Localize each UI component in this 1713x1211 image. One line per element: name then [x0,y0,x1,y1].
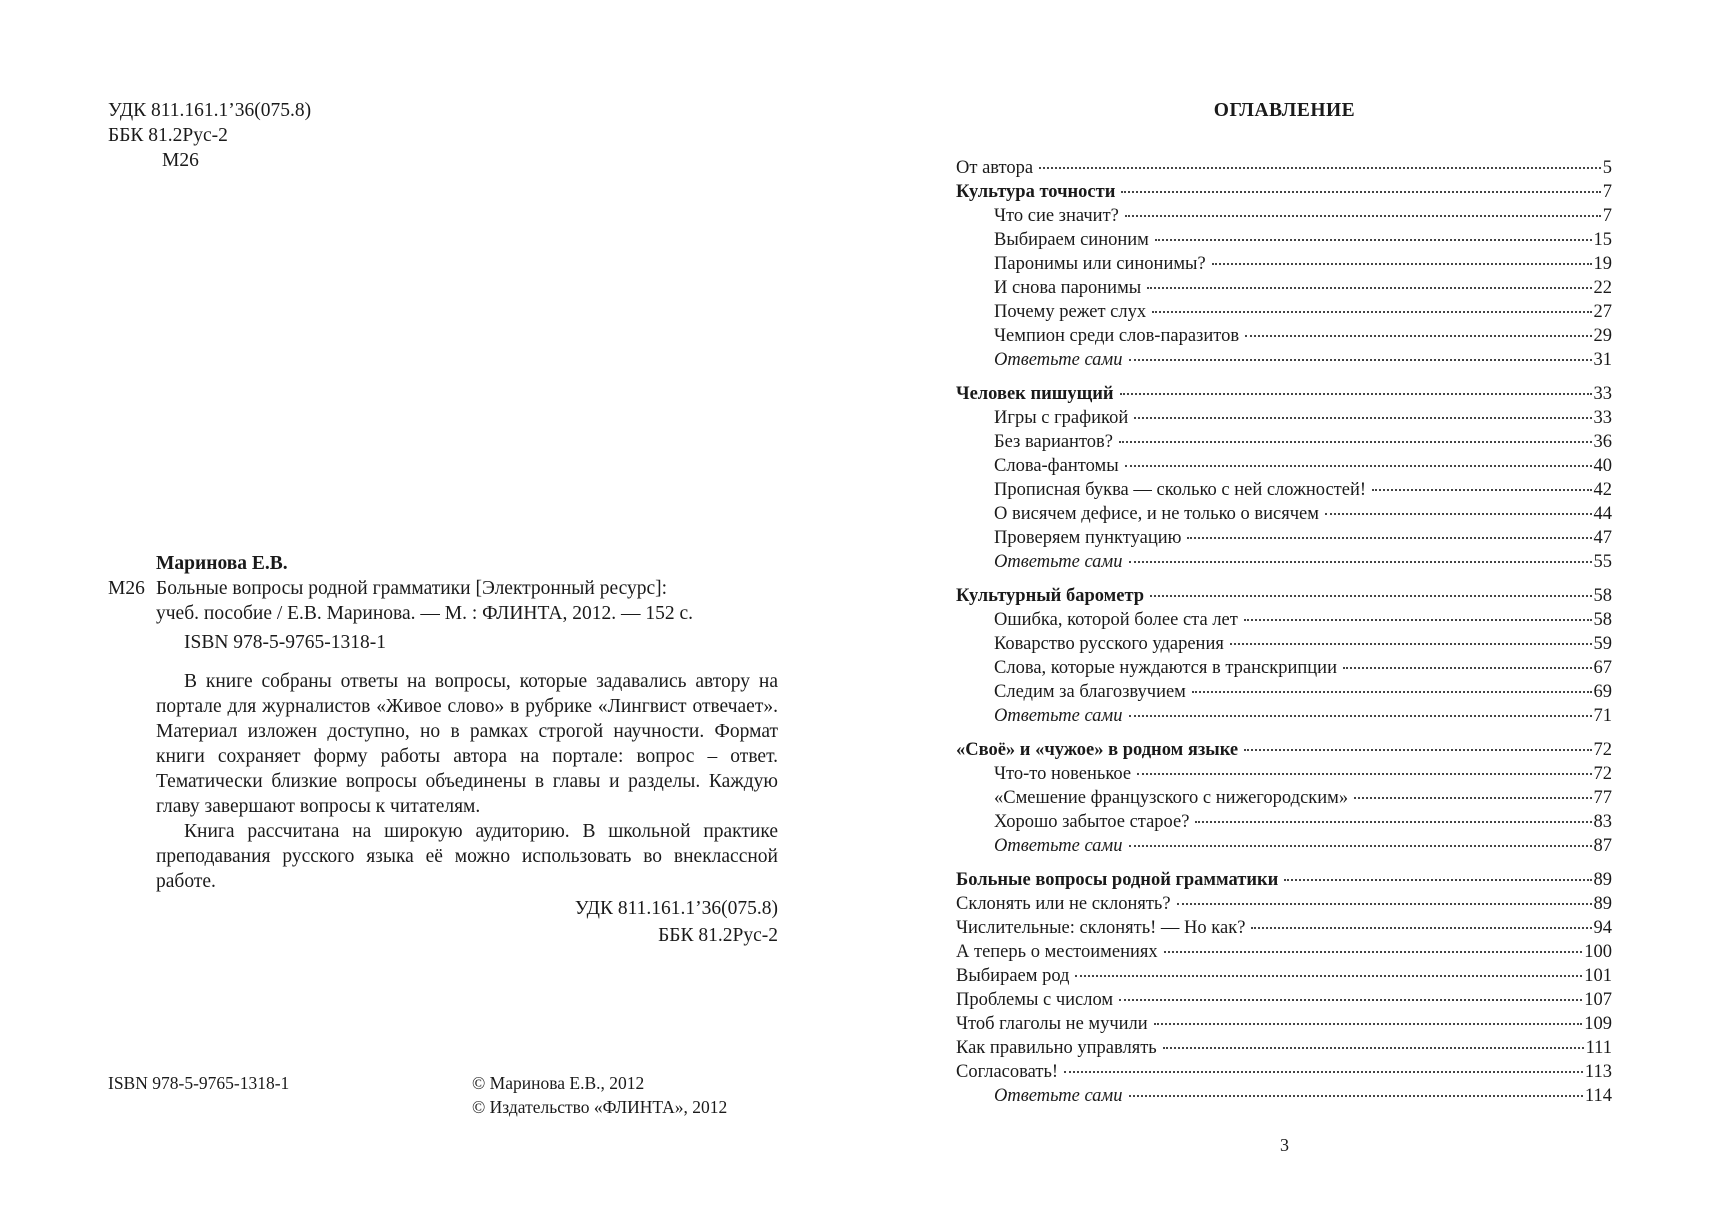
toc-entry-page: 83 [1593,812,1612,832]
toc-leader-dots [1325,513,1592,515]
author-name: Маринова Е.В. [156,553,288,574]
toc-entry-page: 47 [1593,528,1612,548]
toc-entry [956,786,1612,810]
toc-entry-title: Прописная буква — сколько с ней сложностей! [994,480,1367,500]
toc-entry-title: А теперь о местоимениях [956,942,1158,962]
toc-entry-title: Больные вопросы родной грамматики [956,870,1279,890]
toc-entry [956,300,1612,324]
entry-title-line: Больные вопросы родной грамматики [Электронный ресурс]: [156,578,668,599]
toc-entry-title: Ответьте сами [994,1086,1123,1106]
toc-leader-dots [1150,595,1591,597]
toc-entry [956,762,1612,786]
copyright-publisher: © Издательство «ФЛИНТА», 2012 [472,1097,728,1117]
toc-entry-title: Человек пишущий [956,384,1114,404]
toc-entry [956,454,1612,478]
toc-entry-title: Выбираем синоним [994,230,1149,250]
bibliographic-entry [108,576,778,601]
toc-entry-page: 69 [1593,682,1612,702]
toc-leader-dots [1129,1095,1583,1097]
toc-entry [956,382,1612,406]
toc-entry [956,406,1612,430]
toc-entry [956,1084,1612,1108]
toc-entry [956,940,1612,964]
bbk-code: ББК 81.2Рус-2 [108,125,228,146]
toc-entry [956,656,1612,680]
toc-entry-title: Культура точности [956,182,1116,202]
toc-leader-dots [1120,393,1592,395]
toc-leader-dots [1372,489,1591,491]
toc-entry-title: Игры с графикой [994,408,1129,428]
toc-entry-page: 100 [1584,942,1612,962]
toc-entry [956,228,1612,252]
toc-entry-page: 87 [1593,836,1612,856]
toc-entry [956,632,1612,656]
toc-entry-title: И снова паронимы [994,278,1142,298]
toc-leader-dots [1039,167,1601,169]
toc-entry-page: 29 [1593,326,1612,346]
toc-entry-title: О висячем дефисе, и не только о висячем [994,504,1319,524]
toc-leader-dots [1129,561,1592,563]
toc-entry-title: От автора [956,158,1034,178]
toc-entry [956,834,1612,858]
toc-entry [956,868,1612,892]
toc-entry-title: Согласовать! [956,1062,1059,1082]
toc-entry-title: Проверяем пунктуацию [994,528,1182,548]
toc-leader-dots [1354,797,1591,799]
copyright-author: © Маринова Е.В., 2012 [472,1073,645,1093]
toc-entry [956,348,1612,372]
toc-entry-title: Что сие значит? [994,206,1119,226]
toc-leader-dots [1244,619,1592,621]
toc-leader-dots [1129,359,1592,361]
toc-entry-page: 89 [1593,870,1612,890]
toc-entry-page: 36 [1593,432,1612,452]
toc-entry-page: 107 [1584,990,1612,1010]
udk-code: УДК 811.161.1’36(075.8) [108,100,312,121]
toc-entry-title: Ответьте сами [994,552,1123,572]
page-number: 3 [1280,1135,1289,1155]
annotation-udk: УДК 811.161.1’36(075.8) [574,898,778,919]
toc-entry-title: Чтоб глаголы не мучили [956,1014,1148,1034]
toc-entry [956,704,1612,728]
toc-entry [956,204,1612,228]
toc-entry-title: Склонять или не склонять? [956,894,1171,914]
toc-entry-page: 72 [1593,764,1612,784]
toc-leader-dots [1129,715,1592,717]
toc-entry-page: 59 [1593,634,1612,654]
toc-entry [956,1060,1612,1084]
toc-entry-page: 89 [1593,894,1612,914]
table-of-contents [956,156,1612,1108]
toc-entry-page: 109 [1584,1014,1612,1034]
toc-leader-dots [1119,999,1582,1001]
toc-entry-title: «Своё» и «чужое» в родном языке [956,740,1239,760]
toc-leader-dots [1164,951,1583,953]
toc-entry [956,276,1612,300]
toc-entry-page: 111 [1585,1038,1612,1058]
author-mark: М26 [162,150,199,171]
toc-entry-title: Коварство русского ударения [994,634,1224,654]
toc-entry [956,680,1612,704]
toc-entry-title: Чемпион среди слов-паразитов [994,326,1240,346]
toc-entry-page: 42 [1593,480,1612,500]
toc-leader-dots [1147,287,1591,289]
footer-isbn: ISBN 978-5-9765-1318-1 [108,1073,290,1093]
toc-leader-dots [1163,1047,1584,1049]
toc-entry [956,1012,1612,1036]
toc-entry-page: 33 [1593,384,1612,404]
toc-entry-page: 33 [1593,408,1612,428]
toc-leader-dots [1212,263,1592,265]
toc-entry-title: Паронимы или синонимы? [994,254,1206,274]
toc-entry [956,810,1612,834]
toc-entry-page: 72 [1593,740,1612,760]
toc-leader-dots [1284,879,1591,881]
toc-entry [956,608,1612,632]
toc-entry [956,916,1612,940]
copyright-block [472,1071,727,1119]
annotation [108,669,778,948]
toc-entry-page: 113 [1584,1062,1612,1082]
toc-leader-dots [1075,975,1582,977]
toc-entry-page: 55 [1593,552,1612,572]
toc-entry-title: Без вариантов? [994,432,1113,452]
toc-entry [956,252,1612,276]
toc-leader-dots [1154,1023,1583,1025]
toc-entry-title: Ошибка, которой более ста лет [994,610,1238,630]
toc-entry-title: Ответьте сами [994,350,1123,370]
toc-entry-title: Хорошо забытое старое? [994,812,1190,832]
toc-entry [956,964,1612,988]
toc-entry-page: 77 [1593,788,1612,808]
toc-leader-dots [1192,691,1592,693]
toc-entry-title: Выбираем род [956,966,1070,986]
toc-entry [956,1036,1612,1060]
annotation-bbk: ББК 81.2Рус-2 [658,925,778,946]
toc-leader-dots [1129,845,1592,847]
toc-leader-dots [1155,239,1592,241]
toc-entry [956,892,1612,916]
toc-entry-title: Что-то новенькое [994,764,1132,784]
toc-entry-page: 101 [1584,966,1612,986]
toc-leader-dots [1134,417,1591,419]
toc-entry-page: 31 [1593,350,1612,370]
toc-entry-title: Почему режет слух [994,302,1147,322]
toc-entry-page: 44 [1593,504,1612,524]
toc-leader-dots [1119,441,1592,443]
toc-leader-dots [1064,1071,1583,1073]
toc-entry [956,180,1612,204]
toc-entry-page: 7 [1602,206,1612,226]
toc-leader-dots [1121,191,1600,193]
bibliographic-record [108,551,778,948]
toc-leader-dots [1244,749,1591,751]
toc-entry-title: Следим за благозвучием [994,682,1186,702]
toc-entry-title: Слова-фантомы [994,456,1119,476]
toc-entry [956,526,1612,550]
entry-code: М26 [108,578,145,599]
toc-entry [956,550,1612,574]
toc-entry-page: 15 [1593,230,1612,250]
toc-leader-dots [1195,821,1591,823]
toc-entry-page: 5 [1602,158,1612,178]
toc-leader-dots [1187,537,1591,539]
toc-entry [956,988,1612,1012]
entry-publication-line: учеб. пособие / Е.В. Маринова. — М. : ФЛИНТА, 2012. — 152 с. [156,603,694,624]
toc-leader-dots [1251,927,1591,929]
toc-entry-title: Ответьте сами [994,836,1123,856]
toc-entry-title: «Смешение французского с нижегородским» [994,788,1349,808]
toc-entry-page: 22 [1593,278,1612,298]
toc-entry-page: 114 [1584,1086,1612,1106]
entry-isbn: ISBN 978-5-9765-1318-1 [184,632,387,653]
right-page [856,0,1713,1211]
toc-title: ОГЛАВЛЕНИЕ [1213,100,1356,121]
toc-entry [956,156,1612,180]
toc-leader-dots [1245,335,1591,337]
toc-entry [956,584,1612,608]
toc-entry-page: 19 [1593,254,1612,274]
toc-leader-dots [1125,215,1601,217]
toc-entry [956,324,1612,348]
toc-entry-page: 94 [1593,918,1612,938]
classification-block [108,98,311,173]
toc-entry-page: 67 [1593,658,1612,678]
toc-entry-page: 27 [1593,302,1612,322]
toc-leader-dots [1177,903,1592,905]
toc-entry-title: Слова, которые нуждаются в транскрипции [994,658,1337,678]
toc-entry-page: 58 [1593,586,1612,606]
toc-entry-page: 40 [1593,456,1612,476]
annotation-paragraph-1: В книге собраны ответы на вопросы, которые задавались автору на портале для журналистов «Живое слово» в рубрике «Лингвист отвечает». Материал изложен доступно, но в рамках строгой научности. Формат книги сохраняет форму работы автора на портале: вопрос – ответ. Тематически близкие вопросы объединены в главы и разделы. Каждую главу завершают вопросы к читателям. [156,671,778,817]
left-page [0,0,856,1211]
toc-entry-title: Проблемы с числом [956,990,1114,1010]
toc-leader-dots [1152,311,1591,313]
toc-entry [956,478,1612,502]
toc-entry-page: 71 [1593,706,1612,726]
toc-entry [956,738,1612,762]
toc-entry [956,430,1612,454]
toc-entry-title: Культурный барометр [956,586,1145,606]
toc-leader-dots [1137,773,1591,775]
toc-entry-page: 7 [1602,182,1612,202]
toc-entry-title: Как правильно управлять [956,1038,1157,1058]
toc-entry-title: Ответьте сами [994,706,1123,726]
toc-entry [956,502,1612,526]
toc-entry-title: Числительные: склонять! — Но как? [956,918,1246,938]
toc-leader-dots [1230,643,1592,645]
annotation-paragraph-2: Книга рассчитана на широкую аудиторию. В школьной практике преподавания русского языка её можно использовать во внеклассной работе. [156,821,778,892]
toc-leader-dots [1125,465,1592,467]
toc-entry-page: 58 [1593,610,1612,630]
toc-leader-dots [1343,667,1592,669]
